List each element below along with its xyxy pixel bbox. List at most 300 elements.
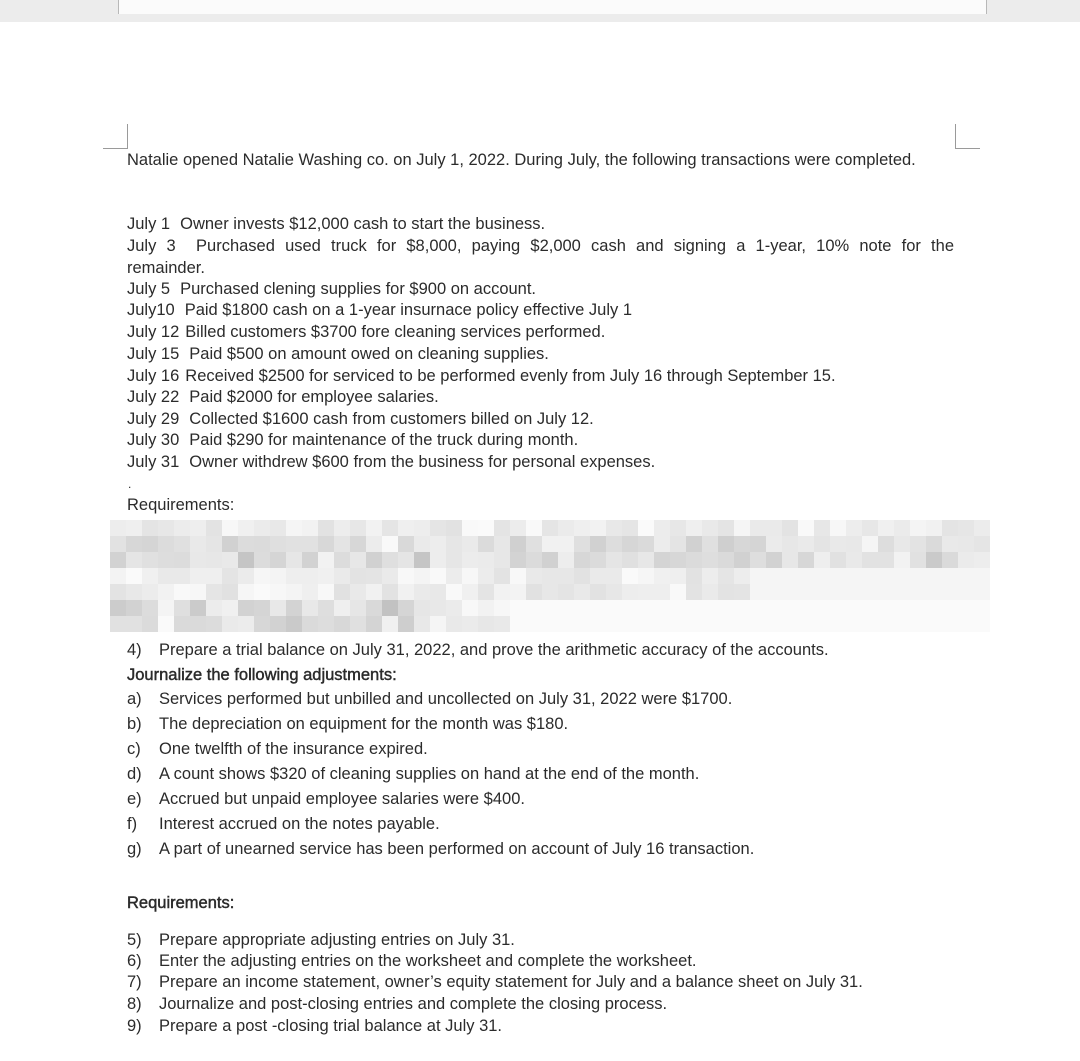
redaction-pixel [750, 552, 766, 568]
redaction-pixel [462, 568, 478, 584]
redaction-pixel [414, 552, 430, 568]
redaction-pixel [110, 568, 126, 584]
redaction-pixel [878, 584, 894, 600]
redaction-pixel [574, 600, 590, 616]
redaction-pixel [110, 584, 126, 600]
redaction-pixel [190, 584, 206, 600]
redaction-pixel [126, 536, 142, 552]
redaction-pixel [606, 584, 622, 600]
redaction-pixel [750, 616, 766, 632]
redaction-pixel [286, 616, 302, 632]
redaction-pixel [206, 584, 222, 600]
redaction-pixel [750, 520, 766, 536]
redaction-pixel [286, 536, 302, 552]
redaction-pixel [718, 616, 734, 632]
redaction-pixel [750, 600, 766, 616]
redaction-pixel [862, 568, 878, 584]
redaction-pixel [222, 552, 238, 568]
redaction-pixel [414, 584, 430, 600]
redaction-pixel [670, 616, 686, 632]
redaction-pixel [718, 600, 734, 616]
redaction-pixel [686, 584, 702, 600]
redaction-pixel [926, 600, 942, 616]
redaction-pixel [398, 552, 414, 568]
redaction-pixel [222, 520, 238, 536]
redaction-pixel [446, 568, 462, 584]
transaction-line-continued: remainder. [127, 259, 205, 277]
redaction-pixel [334, 600, 350, 616]
redaction-pixel [590, 552, 606, 568]
redaction-pixel [878, 616, 894, 632]
redaction-pixel [174, 600, 190, 616]
redaction-pixel [254, 536, 270, 552]
redaction-pixel [286, 600, 302, 616]
redaction-pixel [190, 520, 206, 536]
redaction-pixel [190, 568, 206, 584]
redaction-pixel [526, 568, 542, 584]
redaction-pixel [558, 520, 574, 536]
redaction-pixel [446, 600, 462, 616]
redaction-pixel [158, 616, 174, 632]
redaction-pixel [734, 552, 750, 568]
redaction-pixel [590, 584, 606, 600]
redaction-pixel [798, 584, 814, 600]
redaction-pixel [974, 616, 990, 632]
requirement-item: 7) Prepare an income statement, owner’s equity statement for July and a balance sheet on July 31. [127, 973, 863, 991]
redaction-pixel [542, 520, 558, 536]
redaction-pixel [238, 520, 254, 536]
redaction-pixel [622, 584, 638, 600]
redaction-pixel [830, 616, 846, 632]
redaction-pixel [942, 552, 958, 568]
redaction-pixel [926, 536, 942, 552]
redaction-pixel [638, 616, 654, 632]
redaction-pixel [414, 616, 430, 632]
redaction-pixel [382, 552, 398, 568]
redaction-pixel [686, 536, 702, 552]
redaction-pixel [142, 616, 158, 632]
redaction-pixel [270, 520, 286, 536]
redaction-pixel [702, 616, 718, 632]
redaction-pixel [702, 536, 718, 552]
redaction-pixel [110, 600, 126, 616]
redaction-pixel [526, 536, 542, 552]
redaction-pixel [830, 520, 846, 536]
redaction-pixel [158, 584, 174, 600]
redaction-pixel [462, 552, 478, 568]
redaction-pixel [734, 536, 750, 552]
redaction-pixel [190, 536, 206, 552]
redaction-pixel [206, 536, 222, 552]
redaction-pixel [910, 536, 926, 552]
redaction-pixel [814, 568, 830, 584]
redaction-pixel [942, 520, 958, 536]
redaction-pixel [670, 552, 686, 568]
redaction-pixel [782, 568, 798, 584]
redaction-pixel [174, 536, 190, 552]
redaction-pixel [734, 600, 750, 616]
redaction-pixel [174, 568, 190, 584]
redaction-pixel [238, 600, 254, 616]
redaction-pixel [926, 552, 942, 568]
redaction-pixel [334, 616, 350, 632]
redaction-pixel [366, 584, 382, 600]
redaction-pixel [270, 600, 286, 616]
redaction-pixel [670, 600, 686, 616]
redaction-pixel [622, 568, 638, 584]
redaction-pixel [766, 552, 782, 568]
redaction-pixel [734, 568, 750, 584]
redaction-pixel [766, 600, 782, 616]
redaction-pixel [798, 600, 814, 616]
redaction-pixel [910, 520, 926, 536]
redaction-pixel [206, 616, 222, 632]
redaction-pixel [126, 568, 142, 584]
requirements-heading: Requirements: [127, 894, 235, 912]
redaction-pixel [462, 520, 478, 536]
redaction-pixel [974, 600, 990, 616]
transaction-line: July 3 Purchased used truck for $8,000, paying $2,000 cash and signing a 1-year, 10% note for the [127, 237, 954, 255]
redaction-pixel [446, 584, 462, 600]
redaction-pixel [542, 552, 558, 568]
transaction-line: July 30 Paid $290 for maintenance of the truck during month. [127, 431, 579, 449]
redaction-pixel [398, 568, 414, 584]
adjustment-item: f) Interest accrued on the notes payable. [127, 815, 440, 833]
redaction-pixel [238, 536, 254, 552]
redaction-pixel [350, 520, 366, 536]
redaction-pixel [222, 536, 238, 552]
redaction-pixel [894, 520, 910, 536]
redaction-pixel [398, 536, 414, 552]
redaction-pixel [526, 552, 542, 568]
redaction-pixel [254, 600, 270, 616]
redaction-pixel [798, 552, 814, 568]
redaction-pixel [558, 600, 574, 616]
redaction-pixel [366, 568, 382, 584]
redaction-pixel [606, 600, 622, 616]
redaction-pixel [286, 520, 302, 536]
redaction-pixel [750, 536, 766, 552]
redaction-pixel [910, 616, 926, 632]
redaction-pixel [222, 600, 238, 616]
redaction-pixel [846, 520, 862, 536]
redaction-pixel [142, 552, 158, 568]
redaction-pixel [222, 616, 238, 632]
redaction-pixel [318, 584, 334, 600]
redaction-pixel [830, 568, 846, 584]
adjustment-item: e) Accrued but unpaid employee salaries were $400. [127, 790, 525, 808]
redaction-pixel [942, 568, 958, 584]
redaction-pixel [862, 552, 878, 568]
redaction-pixel [926, 616, 942, 632]
redaction-pixel [638, 536, 654, 552]
redaction-pixel [238, 568, 254, 584]
redaction-pixel [270, 568, 286, 584]
transaction-line: July10 Paid $1800 cash on a 1-year insurnace policy effective July 1 [127, 301, 632, 319]
redaction-pixel [958, 568, 974, 584]
redaction-pixel [286, 568, 302, 584]
redaction-pixel [878, 552, 894, 568]
redaction-pixel [702, 600, 718, 616]
requirement-item: 5) Prepare appropriate adjusting entries on July 31. [127, 931, 515, 949]
redaction-pixel [622, 536, 638, 552]
redaction-pixel [430, 552, 446, 568]
redaction-pixel [238, 616, 254, 632]
redaction-pixel [142, 600, 158, 616]
redaction-pixel [638, 584, 654, 600]
redaction-pixel [526, 616, 542, 632]
redaction-pixel [430, 536, 446, 552]
redaction-pixel [398, 616, 414, 632]
requirement-item: 9) Prepare a post -closing trial balance at July 31. [127, 1017, 503, 1035]
redaction-pixel [350, 600, 366, 616]
redaction-pixel [622, 616, 638, 632]
redaction-pixel [318, 616, 334, 632]
redaction-pixel [462, 616, 478, 632]
redaction-pixel [590, 616, 606, 632]
redaction-pixel [302, 520, 318, 536]
redaction-pixel [606, 552, 622, 568]
redaction-pixel [878, 568, 894, 584]
redaction-pixel [126, 520, 142, 536]
adjustment-item: a) Services performed but unbilled and uncollected on July 31, 2022 were $1700. [127, 690, 733, 708]
redaction-pixel [158, 536, 174, 552]
redaction-pixel [814, 584, 830, 600]
redaction-pixel [782, 616, 798, 632]
redaction-pixel [526, 600, 542, 616]
redaction-pixel [366, 536, 382, 552]
redaction-pixel [350, 552, 366, 568]
redaction-pixel [606, 536, 622, 552]
adjustments-heading: Journalize the following adjustments: [127, 666, 397, 684]
redaction-pixel [398, 520, 414, 536]
redaction-pixel [366, 616, 382, 632]
redaction-pixel [606, 568, 622, 584]
redaction-pixel [958, 616, 974, 632]
redaction-pixel [974, 584, 990, 600]
redaction-pixel [766, 616, 782, 632]
margin-corner-top-right [955, 124, 980, 149]
redaction-pixel [254, 616, 270, 632]
redaction-pixel [222, 584, 238, 600]
redaction-pixel [510, 536, 526, 552]
redaction-pixel [718, 536, 734, 552]
redaction-pixel [846, 568, 862, 584]
redaction-pixel [510, 520, 526, 536]
redaction-pixel [718, 568, 734, 584]
redaction-pixel [654, 616, 670, 632]
redaction-pixel [670, 568, 686, 584]
redaction-pixel [430, 568, 446, 584]
redaction-pixel [318, 568, 334, 584]
redaction-pixel [334, 552, 350, 568]
redaction-pixel [142, 536, 158, 552]
redaction-pixel [654, 552, 670, 568]
redaction-pixel [446, 536, 462, 552]
transaction-line: July 22 Paid $2000 for employee salaries. [127, 388, 439, 406]
redaction-pixel [494, 520, 510, 536]
redaction-pixel [462, 536, 478, 552]
redaction-pixel [862, 584, 878, 600]
redaction-pixel [798, 616, 814, 632]
redaction-pixel [126, 616, 142, 632]
redaction-pixel [894, 600, 910, 616]
redaction-pixel [942, 584, 958, 600]
redaction-pixel [638, 520, 654, 536]
redaction-pixel [766, 536, 782, 552]
adjustment-item: b) The depreciation on equipment for the month was $180. [127, 715, 569, 733]
redaction-pixel [654, 520, 670, 536]
redaction-pixel [846, 600, 862, 616]
redaction-pixel [350, 536, 366, 552]
redaction-pixel [654, 584, 670, 600]
redaction-pixel [382, 520, 398, 536]
redaction-pixel [110, 616, 126, 632]
redaction-pixel [670, 520, 686, 536]
redaction-pixel [510, 552, 526, 568]
redaction-pixel [494, 568, 510, 584]
redaction-pixel [510, 600, 526, 616]
redaction-pixel [158, 520, 174, 536]
redaction-pixel [414, 520, 430, 536]
redaction-pixel [846, 616, 862, 632]
redaction-pixel [606, 520, 622, 536]
page-right-edge [986, 0, 987, 14]
redaction-pixel [478, 584, 494, 600]
redaction-pixel [318, 520, 334, 536]
redaction-pixel [782, 552, 798, 568]
redaction-pixel [814, 616, 830, 632]
redaction-pixel [494, 616, 510, 632]
transaction-line: July 31 Owner withdrew $600 from the business for personal expenses. [127, 453, 656, 471]
redaction-pixel [462, 584, 478, 600]
redaction-pixel [910, 600, 926, 616]
redaction-pixel [302, 616, 318, 632]
requirement-item: 8) Journalize and post-closing entries and complete the closing process. [127, 995, 668, 1013]
transaction-line: July 5 Purchased clening supplies for $900 on account. [127, 280, 537, 298]
redaction-pixel [478, 600, 494, 616]
redaction-pixel [974, 520, 990, 536]
redaction-pixel [430, 600, 446, 616]
redaction-pixel [382, 568, 398, 584]
redaction-pixel [558, 584, 574, 600]
redaction-pixel [638, 552, 654, 568]
redaction-pixel [830, 584, 846, 600]
redaction-pixel [142, 568, 158, 584]
redaction-pixel [686, 616, 702, 632]
redaction-pixel [446, 616, 462, 632]
redaction-pixel [974, 536, 990, 552]
redaction-pixel [350, 568, 366, 584]
redaction-pixel [590, 520, 606, 536]
redaction-pixel [654, 568, 670, 584]
redaction-pixel [142, 584, 158, 600]
redaction-pixel [366, 552, 382, 568]
redaction-pixel [382, 536, 398, 552]
margin-corner-top-left [103, 124, 128, 149]
redaction-pixel [526, 520, 542, 536]
redaction-pixel [718, 552, 734, 568]
redaction-pixel [542, 536, 558, 552]
pixelated-redaction [110, 520, 990, 632]
redaction-pixel [766, 520, 782, 536]
redaction-pixel [574, 552, 590, 568]
redaction-pixel [958, 536, 974, 552]
redaction-pixel [126, 600, 142, 616]
redaction-pixel [718, 584, 734, 600]
redaction-pixel [414, 536, 430, 552]
redaction-pixel [110, 536, 126, 552]
redaction-pixel [286, 552, 302, 568]
redaction-pixel [734, 520, 750, 536]
adjustment-item: c) One twelfth of the insurance expired. [127, 740, 428, 758]
redaction-pixel [782, 584, 798, 600]
redaction-pixel [702, 520, 718, 536]
redaction-pixel [846, 536, 862, 552]
redaction-pixel [798, 520, 814, 536]
redaction-pixel [174, 616, 190, 632]
redaction-pixel [590, 600, 606, 616]
redaction-pixel [126, 584, 142, 600]
redaction-pixel [494, 584, 510, 600]
redaction-pixel [782, 536, 798, 552]
redaction-pixel [766, 568, 782, 584]
redaction-pixel [126, 552, 142, 568]
redaction-pixel [414, 600, 430, 616]
redaction-pixel [782, 520, 798, 536]
redaction-pixel [814, 600, 830, 616]
redaction-pixel [270, 584, 286, 600]
page-left-edge [118, 0, 119, 14]
redaction-pixel [190, 616, 206, 632]
redaction-pixel [558, 568, 574, 584]
redaction-pixel [206, 520, 222, 536]
redaction-pixel [910, 568, 926, 584]
redaction-pixel [974, 568, 990, 584]
redaction-pixel [254, 568, 270, 584]
redaction-pixel [462, 600, 478, 616]
redaction-pixel [798, 536, 814, 552]
redaction-pixel [318, 552, 334, 568]
redaction-pixel [510, 568, 526, 584]
redaction-pixel [558, 552, 574, 568]
redaction-pixel [574, 536, 590, 552]
redaction-pixel [926, 520, 942, 536]
redaction-pixel [430, 520, 446, 536]
redaction-pixel [478, 536, 494, 552]
redaction-pixel [398, 584, 414, 600]
redaction-pixel [958, 584, 974, 600]
redaction-pixel [510, 584, 526, 600]
redaction-pixel [494, 536, 510, 552]
redaction-pixel [334, 568, 350, 584]
redaction-pixel [878, 600, 894, 616]
redaction-pixel [254, 584, 270, 600]
redaction-pixel [174, 520, 190, 536]
requirement-item: 4) Prepare a trial balance on July 31, 2022, and prove the arithmetic accuracy of the accounts. [127, 641, 829, 659]
redaction-pixel [158, 600, 174, 616]
redaction-pixel [766, 584, 782, 600]
redaction-pixel [270, 552, 286, 568]
redaction-pixel [446, 520, 462, 536]
redaction-pixel [542, 600, 558, 616]
redaction-pixel [414, 568, 430, 584]
redaction-pixel [846, 552, 862, 568]
redaction-pixel [926, 584, 942, 600]
redaction-pixel [622, 520, 638, 536]
redaction-pixel [494, 552, 510, 568]
redaction-pixel [478, 568, 494, 584]
